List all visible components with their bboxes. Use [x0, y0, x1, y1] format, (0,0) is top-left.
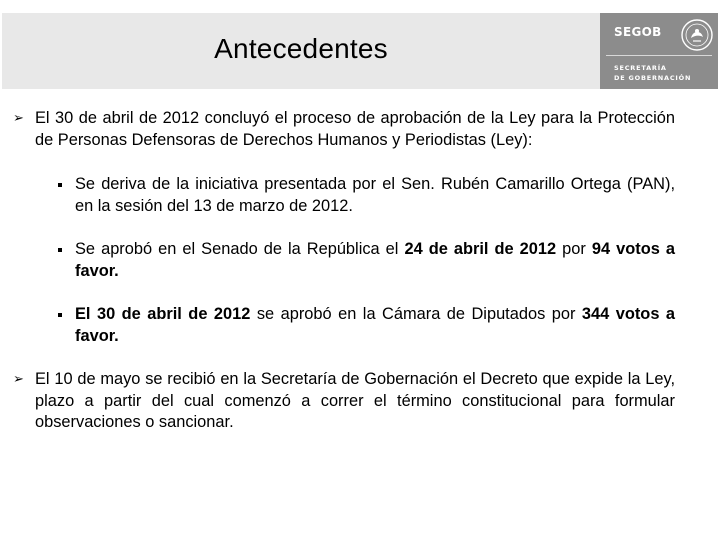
segob-logo: [600, 13, 718, 89]
slide-title: Antecedentes: [214, 33, 388, 64]
logo-acronym: SEGOB: [614, 25, 662, 39]
arrow-bullet-icon: ➢: [13, 372, 24, 387]
logo-divider: [606, 55, 712, 56]
sub-list-item: El 30 de abril de 2012 se aprobó en la Cámara de Diputados por 344 votos a favor.: [75, 305, 676, 345]
list-item: El 10 de mayo se recibió en la Secretaría de Gobernación el Decreto que expide la Ley, plazo a partir del cual comenzó a correr el término constitucional para formular observaciones o sancionar.: [35, 370, 675, 431]
logo-subtitle: SECRETARÍA DE GOBERNACIÓN: [614, 64, 692, 82]
arrow-bullet-icon: ➢: [13, 111, 24, 126]
square-bullet-icon: [58, 248, 62, 252]
sub-list-item: Se aprobó en el Senado de la República el 24 de abril de 2012 por 94 votos a favor.: [75, 240, 675, 280]
square-bullet-icon: [58, 313, 62, 317]
square-bullet-icon: [58, 183, 62, 187]
sub-list-item: Se deriva de la iniciativa presentada por el Sen. Rubén Camarillo Ortega (PAN), en la sesión del 13 de marzo de 2012.: [75, 175, 675, 215]
list-item: El 30 de abril de 2012 concluyó el proceso de aprobación de la Ley para la Protección de Personas Defensoras de Derechos Humanos y Periodistas (Ley):: [35, 109, 675, 149]
national-seal-icon: [680, 18, 714, 52]
